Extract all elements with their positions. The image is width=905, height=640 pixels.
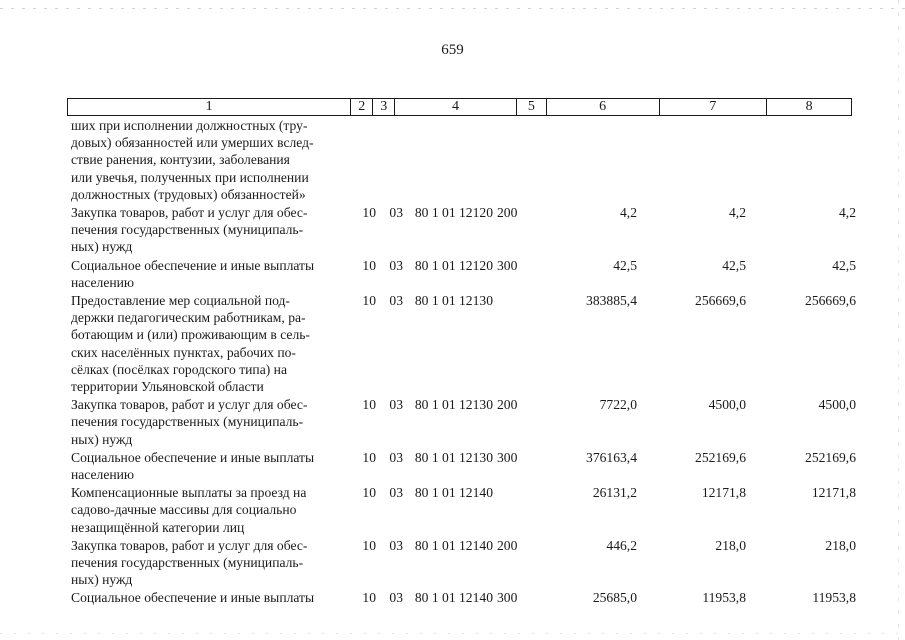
description-line: ствие ранения, контузии, заболевания bbox=[71, 152, 290, 168]
row-subsection: 03 bbox=[389, 449, 403, 465]
row-target-code: 80 1 01 12130 bbox=[414, 397, 493, 413]
row-value-col7: 11953,8 bbox=[702, 590, 746, 606]
description-line: Закупка товаров, работ и услуг для обес- bbox=[71, 205, 308, 221]
row-description bbox=[67, 589, 346, 606]
row-subsection: 03 bbox=[389, 397, 403, 413]
description-line: Социальное обеспечение и иные выплаты bbox=[71, 257, 315, 273]
description-line: ботающим и (или) проживающим в сель- bbox=[71, 327, 310, 343]
row-target-code: 80 1 01 12120 bbox=[414, 257, 493, 273]
description-line: территории Ульяновской области bbox=[71, 379, 264, 395]
row-target-code: 80 1 01 12120 bbox=[414, 205, 493, 221]
row-target-code: 80 1 01 12140 bbox=[414, 537, 493, 553]
description-line: Закупка товаров, работ и услуг для обес- bbox=[71, 397, 308, 413]
row-section bbox=[346, 117, 376, 203]
row-value-col7: 256669,6 bbox=[695, 293, 746, 309]
row-description bbox=[67, 484, 346, 536]
row-section: 10 bbox=[362, 205, 376, 221]
row-expense-type bbox=[497, 292, 526, 395]
row-subsection: 03 bbox=[389, 205, 403, 221]
table-row bbox=[67, 537, 857, 589]
header-col-6: 6 bbox=[547, 99, 660, 115]
description-line: ных) нужд bbox=[71, 239, 133, 255]
description-line: ных) нужд bbox=[71, 431, 133, 447]
row-description bbox=[67, 204, 346, 256]
description-line: довых) обязанностей или умерших вслед- bbox=[71, 135, 314, 151]
table-row bbox=[67, 204, 857, 256]
row-description bbox=[67, 292, 346, 395]
row-subsection: 03 bbox=[389, 293, 403, 309]
row-value-col8: 252169,6 bbox=[805, 449, 856, 465]
description-line: Закупка товаров, работ и услуг для обес- bbox=[71, 537, 308, 553]
row-value-col6: 446,2 bbox=[606, 537, 637, 553]
row-value-col8: 11953,8 bbox=[812, 590, 856, 606]
row-subsection bbox=[376, 117, 403, 203]
description-line: сёлках (посёлках городского типа) на bbox=[71, 361, 287, 377]
description-line: ных) нужд bbox=[71, 572, 133, 588]
table-row bbox=[67, 396, 857, 448]
row-section: 10 bbox=[362, 485, 376, 501]
table-row bbox=[67, 449, 857, 483]
row-description bbox=[67, 117, 346, 203]
row-section: 10 bbox=[362, 257, 376, 273]
row-description bbox=[67, 449, 346, 483]
row-value-col6: 376163,4 bbox=[586, 449, 637, 465]
description-line: ских населённых пунктах, рабочих по- bbox=[71, 344, 296, 360]
row-value-col7: 218,0 bbox=[715, 537, 746, 553]
row-value-col6: 26131,2 bbox=[592, 485, 637, 501]
row-value-col8: 256669,6 bbox=[805, 293, 856, 309]
row-value-col7: 252169,6 bbox=[695, 449, 746, 465]
description-line: или увечья, полученных при исполнении bbox=[71, 169, 309, 185]
description-line: Социальное обеспечение и иные выплаты bbox=[71, 590, 315, 606]
row-subsection: 03 bbox=[389, 257, 403, 273]
row-value-col8: 12171,8 bbox=[811, 485, 856, 501]
description-line: держки педагогическим работникам, ра- bbox=[71, 310, 306, 326]
header-col-4: 4 bbox=[395, 99, 517, 115]
page-number: 659 bbox=[441, 42, 464, 58]
row-target-code: 80 1 01 12140 bbox=[414, 485, 493, 501]
description-line: населению bbox=[71, 274, 135, 290]
row-expense-type: 200 bbox=[497, 397, 518, 413]
row-subsection: 03 bbox=[389, 485, 403, 501]
row-value-col6: 4,2 bbox=[620, 205, 637, 221]
row-expense-type: 300 bbox=[497, 257, 518, 273]
row-section: 10 bbox=[362, 397, 376, 413]
header-col-1: 1 bbox=[68, 99, 351, 115]
row-subsection: 03 bbox=[389, 537, 403, 553]
row-expense-type bbox=[497, 484, 526, 536]
row-value-col6: 25685,0 bbox=[592, 590, 637, 606]
row-section: 10 bbox=[362, 537, 376, 553]
description-line: печения государственных (муниципаль- bbox=[71, 555, 304, 571]
row-value-col6 bbox=[526, 117, 637, 203]
description-line: незащищённой категории лиц bbox=[71, 519, 245, 535]
header-col-8: 8 bbox=[805, 99, 813, 114]
header-col-5: 5 bbox=[517, 99, 547, 115]
description-line: печения государственных (муниципаль- bbox=[71, 414, 304, 430]
row-value-col8 bbox=[746, 117, 856, 203]
row-value-col8: 218,0 bbox=[825, 537, 856, 553]
table-header bbox=[67, 98, 852, 116]
row-expense-type: 200 bbox=[497, 205, 518, 221]
row-value-col7: 42,5 bbox=[722, 257, 746, 273]
row-expense-type: 300 bbox=[497, 449, 518, 465]
row-subsection: 03 bbox=[389, 590, 403, 606]
row-value-col7: 4500,0 bbox=[708, 397, 746, 413]
row-description bbox=[67, 257, 346, 291]
row-value-col7: 4,2 bbox=[729, 205, 746, 221]
table-row bbox=[67, 484, 857, 536]
table-row bbox=[67, 292, 857, 395]
row-section: 10 bbox=[362, 590, 376, 606]
table-row bbox=[67, 257, 857, 291]
row-value-col6: 383885,4 bbox=[586, 293, 637, 309]
row-target-code: 80 1 01 12140 bbox=[414, 590, 493, 606]
description-line: Социальное обеспечение и иные выплаты bbox=[71, 449, 315, 465]
row-value-col8: 4500,0 bbox=[818, 397, 856, 413]
description-line: должностных (трудовых) обязанностей» bbox=[71, 186, 306, 202]
row-expense-type: 200 bbox=[497, 537, 518, 553]
description-line: печения государственных (муниципаль- bbox=[71, 222, 304, 238]
row-target-code: 80 1 01 12130 bbox=[414, 449, 493, 465]
row-value-col7: 12171,8 bbox=[701, 485, 746, 501]
description-line: Предоставление мер социальной под- bbox=[71, 293, 290, 309]
scan-edge-top bbox=[0, 8, 905, 9]
header-col-3: 3 bbox=[373, 99, 395, 115]
row-target-code: 80 1 01 12130 bbox=[414, 293, 493, 309]
row-value-col6: 42,5 bbox=[613, 257, 637, 273]
table-row bbox=[67, 589, 857, 606]
row-value-col8: 42,5 bbox=[832, 257, 856, 273]
row-value-col7 bbox=[637, 117, 746, 203]
row-section: 10 bbox=[362, 449, 376, 465]
row-expense-type bbox=[497, 117, 526, 203]
row-description bbox=[67, 537, 346, 589]
description-line: садово-дачные массивы для социально bbox=[71, 502, 297, 518]
scan-edge-bottom bbox=[0, 633, 905, 634]
row-section: 10 bbox=[362, 293, 376, 309]
description-line: Компенсационные выплаты за проезд на bbox=[71, 485, 307, 501]
row-target-code bbox=[403, 117, 497, 203]
row-value-col8: 4,2 bbox=[839, 205, 856, 221]
row-value-col6: 7722,0 bbox=[599, 397, 637, 413]
description-line: населению bbox=[71, 467, 135, 483]
scan-edge-right bbox=[898, 0, 899, 640]
table-body bbox=[67, 117, 857, 607]
table-row bbox=[67, 117, 857, 203]
header-col-2: 2 bbox=[351, 99, 373, 115]
row-expense-type: 300 bbox=[497, 590, 518, 606]
header-col-7: 7 bbox=[660, 99, 768, 115]
description-line: ших при исполнении должностных (тру- bbox=[71, 118, 308, 133]
row-description bbox=[67, 396, 346, 448]
